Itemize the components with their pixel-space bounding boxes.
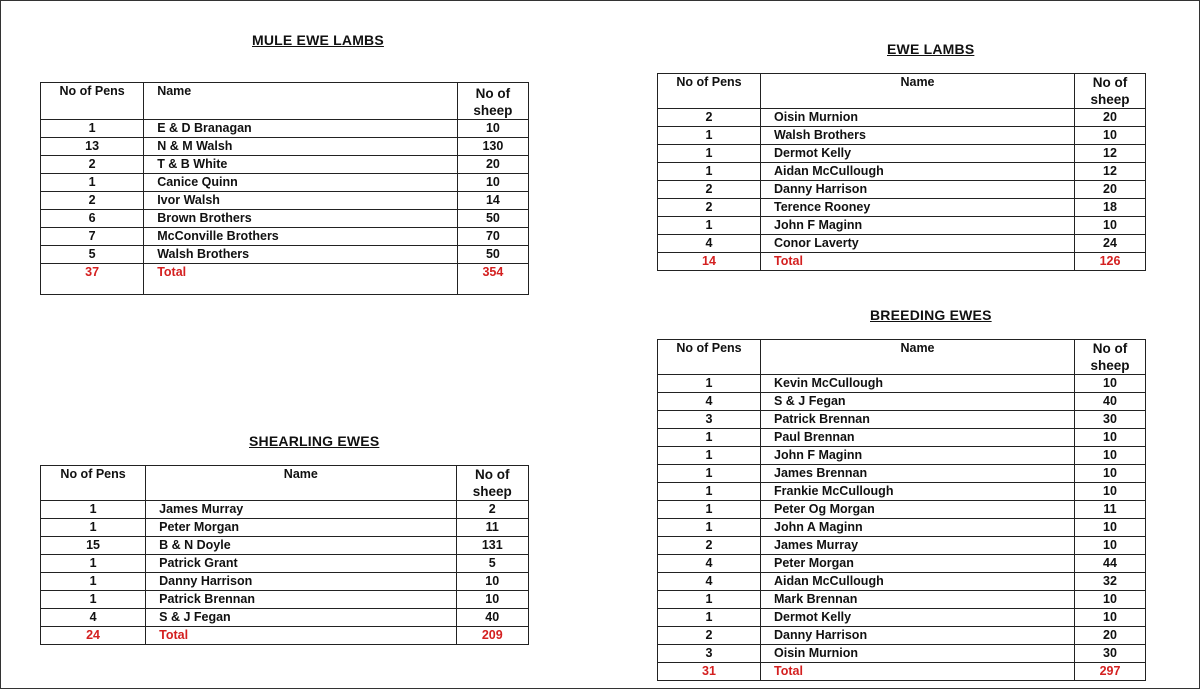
sheep-cell: 10: [1075, 537, 1146, 555]
sheep-cell: 10: [456, 591, 529, 609]
sheep-cell: 32: [1075, 573, 1146, 591]
pens-cell: 1: [41, 120, 144, 138]
pens-cell: 7: [41, 228, 144, 246]
table-row: [658, 109, 1146, 127]
sheep-cell: 14: [457, 192, 528, 210]
pens-cell: 1: [658, 217, 761, 235]
name-cell: Dermot Kelly: [761, 609, 1075, 627]
name-cell: Terence Rooney: [761, 199, 1075, 217]
shearling-ewes-title: SHEARLING EWES: [249, 433, 380, 449]
pens-cell: 4: [658, 555, 761, 573]
name-cell: B & N Doyle: [146, 537, 456, 555]
sheep-cell: 130: [457, 138, 528, 156]
sheep-cell: 10: [1075, 483, 1146, 501]
sheep-cell: 40: [1075, 393, 1146, 411]
name-cell: Dermot Kelly: [761, 145, 1075, 163]
table-row: [41, 609, 529, 627]
sheep-cell: 20: [457, 156, 528, 174]
header-name: Name: [761, 340, 1075, 375]
table-row: [658, 591, 1146, 609]
pens-cell: 1: [658, 465, 761, 483]
name-cell: Paul Brennan: [761, 429, 1075, 447]
table-row: [658, 447, 1146, 465]
table-row: [658, 411, 1146, 429]
sheep-cell: 10: [1075, 375, 1146, 393]
table-header-row: [41, 466, 529, 501]
sheep-cell: 10: [1075, 217, 1146, 235]
table-row: [41, 210, 529, 228]
sheep-cell: 10: [1075, 519, 1146, 537]
table-header-row: [658, 74, 1146, 109]
sheep-cell: 10: [1075, 127, 1146, 145]
table-row: [658, 163, 1146, 181]
table-header-row: [41, 83, 529, 120]
pens-cell: 1: [658, 163, 761, 181]
table-row: [658, 235, 1146, 253]
header-sheep: No of sheep: [456, 466, 529, 501]
pens-cell: 1: [658, 447, 761, 465]
name-cell: John A Maginn: [761, 519, 1075, 537]
shearling-ewes-table: [40, 465, 529, 645]
header-sheep: No of sheep: [1075, 74, 1146, 109]
name-cell: Patrick Grant: [146, 555, 456, 573]
name-cell: Danny Harrison: [146, 573, 456, 591]
pens-cell: 3: [658, 411, 761, 429]
sheep-cell: 44: [1075, 555, 1146, 573]
pens-cell: 2: [658, 109, 761, 127]
header-name: Name: [144, 83, 458, 120]
sheep-cell: 50: [457, 210, 528, 228]
name-cell: Conor Laverty: [761, 235, 1075, 253]
ewe-lambs-title: EWE LAMBS: [887, 41, 975, 57]
table-row: [658, 645, 1146, 663]
table-row: [41, 573, 529, 591]
pens-cell: 1: [658, 483, 761, 501]
table-row: [41, 519, 529, 537]
sheep-cell: 11: [1075, 501, 1146, 519]
name-cell: Oisin Murnion: [761, 109, 1075, 127]
pens-cell: 1: [658, 145, 761, 163]
pens-cell: 1: [658, 127, 761, 145]
total-row: [41, 627, 529, 645]
header-name: Name: [761, 74, 1075, 109]
name-cell: John F Maginn: [761, 217, 1075, 235]
table-row: [658, 627, 1146, 645]
table-header-row: [658, 340, 1146, 375]
table-row: [658, 555, 1146, 573]
header-sheep: No of sheep: [1075, 340, 1146, 375]
pens-cell: 6: [41, 210, 144, 228]
header-pens: No of Pens: [658, 74, 761, 109]
table-row: [658, 519, 1146, 537]
table-row: [41, 537, 529, 555]
pens-cell: 1: [41, 501, 146, 519]
name-cell: N & M Walsh: [144, 138, 458, 156]
table-row: [41, 555, 529, 573]
total-sheep: 354: [457, 264, 528, 295]
sheep-cell: 30: [1075, 645, 1146, 663]
sheep-cell: 11: [456, 519, 529, 537]
table-row: [658, 127, 1146, 145]
header-pens: No of Pens: [41, 83, 144, 120]
pens-cell: 2: [658, 181, 761, 199]
pens-cell: 1: [658, 519, 761, 537]
name-cell: Frankie McCullough: [761, 483, 1075, 501]
table-row: [41, 246, 529, 264]
sheep-cell: 20: [1075, 109, 1146, 127]
name-cell: Peter Og Morgan: [761, 501, 1075, 519]
ewe-lambs-table: [657, 73, 1146, 271]
name-cell: James Brennan: [761, 465, 1075, 483]
total-label: Total: [761, 253, 1075, 271]
table-row: [41, 174, 529, 192]
table-row: [41, 228, 529, 246]
sheep-cell: 5: [456, 555, 529, 573]
total-sheep: 209: [456, 627, 529, 645]
sheep-cell: 18: [1075, 199, 1146, 217]
table-row: [658, 573, 1146, 591]
total-row: [658, 663, 1146, 681]
total-pens: 14: [658, 253, 761, 271]
table-row: [41, 120, 529, 138]
total-row: [41, 264, 529, 295]
pens-cell: 1: [658, 609, 761, 627]
pens-cell: 1: [658, 429, 761, 447]
total-row: [658, 253, 1146, 271]
table-row: [658, 199, 1146, 217]
sheep-cell: 10: [1075, 447, 1146, 465]
table-row: [658, 537, 1146, 555]
sheep-cell: 10: [1075, 429, 1146, 447]
name-cell: Kevin McCullough: [761, 375, 1075, 393]
name-cell: T & B White: [144, 156, 458, 174]
name-cell: E & D Branagan: [144, 120, 458, 138]
sheep-cell: 10: [1075, 609, 1146, 627]
pens-cell: 1: [658, 375, 761, 393]
total-label: Total: [146, 627, 456, 645]
name-cell: Oisin Murnion: [761, 645, 1075, 663]
name-cell: S & J Fegan: [761, 393, 1075, 411]
total-pens: 24: [41, 627, 146, 645]
table-row: [658, 393, 1146, 411]
table-row: [658, 217, 1146, 235]
name-cell: McConville Brothers: [144, 228, 458, 246]
table-row: [658, 483, 1146, 501]
sheep-cell: 12: [1075, 145, 1146, 163]
sheep-cell: 10: [1075, 591, 1146, 609]
total-pens: 37: [41, 264, 144, 295]
sheep-cell: 20: [1075, 627, 1146, 645]
name-cell: Patrick Brennan: [761, 411, 1075, 429]
sheep-cell: 30: [1075, 411, 1146, 429]
mule-ewe-lambs-title: MULE EWE LAMBS: [252, 32, 384, 48]
table-row: [41, 192, 529, 210]
name-cell: Aidan McCullough: [761, 163, 1075, 181]
name-cell: Peter Morgan: [146, 519, 456, 537]
table-row: [658, 465, 1146, 483]
sheep-cell: 131: [456, 537, 529, 555]
table-row: [41, 591, 529, 609]
sheep-cell: 12: [1075, 163, 1146, 181]
pens-cell: 1: [41, 519, 146, 537]
table-row: [41, 501, 529, 519]
total-label: Total: [761, 663, 1075, 681]
name-cell: Patrick Brennan: [146, 591, 456, 609]
breeding-ewes-title: BREEDING EWES: [870, 307, 992, 323]
name-cell: John F Maginn: [761, 447, 1075, 465]
name-cell: Aidan McCullough: [761, 573, 1075, 591]
header-pens: No of Pens: [658, 340, 761, 375]
pens-cell: 1: [658, 501, 761, 519]
total-label: Total: [144, 264, 458, 295]
sheep-cell: 70: [457, 228, 528, 246]
pens-cell: 2: [41, 192, 144, 210]
name-cell: Mark Brennan: [761, 591, 1075, 609]
table-row: [41, 138, 529, 156]
name-cell: Danny Harrison: [761, 181, 1075, 199]
header-pens: No of Pens: [41, 466, 146, 501]
pens-cell: 2: [658, 537, 761, 555]
table-row: [658, 375, 1146, 393]
pens-cell: 4: [658, 573, 761, 591]
sheep-cell: 10: [1075, 465, 1146, 483]
total-sheep: 297: [1075, 663, 1146, 681]
name-cell: Danny Harrison: [761, 627, 1075, 645]
sheep-cell: 20: [1075, 181, 1146, 199]
sheep-cell: 2: [456, 501, 529, 519]
sheep-cell: 10: [456, 573, 529, 591]
table-row: [658, 181, 1146, 199]
pens-cell: 3: [658, 645, 761, 663]
pens-cell: 2: [658, 199, 761, 217]
sheep-cell: 50: [457, 246, 528, 264]
name-cell: Ivor Walsh: [144, 192, 458, 210]
pens-cell: 1: [41, 174, 144, 192]
pens-cell: 1: [41, 573, 146, 591]
name-cell: James Murray: [146, 501, 456, 519]
name-cell: James Murray: [761, 537, 1075, 555]
sheep-cell: 10: [457, 174, 528, 192]
sheep-cell: 24: [1075, 235, 1146, 253]
pens-cell: 15: [41, 537, 146, 555]
pens-cell: 2: [41, 156, 144, 174]
pens-cell: 1: [41, 555, 146, 573]
name-cell: Peter Morgan: [761, 555, 1075, 573]
total-pens: 31: [658, 663, 761, 681]
table-row: [658, 501, 1146, 519]
pens-cell: 4: [658, 393, 761, 411]
pens-cell: 5: [41, 246, 144, 264]
pens-cell: 1: [41, 591, 146, 609]
table-row: [658, 429, 1146, 447]
header-sheep: No of sheep: [457, 83, 528, 120]
pens-cell: 4: [41, 609, 146, 627]
sheep-cell: 10: [457, 120, 528, 138]
name-cell: Brown Brothers: [144, 210, 458, 228]
mule-ewe-lambs-table: [40, 82, 529, 295]
table-row: [41, 156, 529, 174]
pens-cell: 2: [658, 627, 761, 645]
breeding-ewes-table: [657, 339, 1146, 681]
sheep-cell: 40: [456, 609, 529, 627]
name-cell: Canice Quinn: [144, 174, 458, 192]
table-row: [658, 145, 1146, 163]
pens-cell: 4: [658, 235, 761, 253]
pens-cell: 1: [658, 591, 761, 609]
pens-cell: 13: [41, 138, 144, 156]
name-cell: S & J Fegan: [146, 609, 456, 627]
name-cell: Walsh Brothers: [144, 246, 458, 264]
total-sheep: 126: [1075, 253, 1146, 271]
header-name: Name: [146, 466, 456, 501]
table-row: [658, 609, 1146, 627]
name-cell: Walsh Brothers: [761, 127, 1075, 145]
